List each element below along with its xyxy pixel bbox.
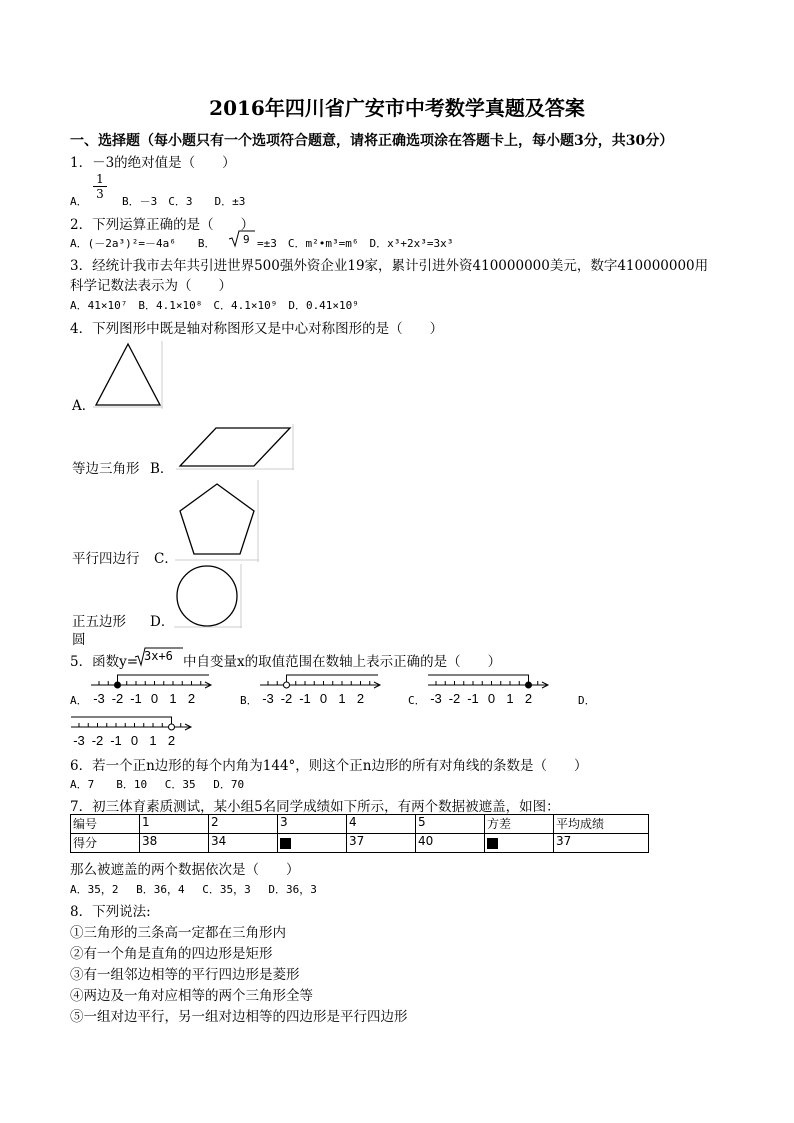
tick-label: -3: [262, 691, 274, 706]
q8-statement: ⑤一组对边平行，另一组对边相等的四边形是平行四边形: [70, 1009, 408, 1025]
q1-option-a: A．: [70, 195, 88, 208]
table-header-cell: 1: [140, 815, 209, 834]
q2-stem: 2．下列运算正确的是（ ）: [70, 217, 255, 233]
section-heading: 一、选择题（每小题只有一个选项符合题意，请将正确选项涂在答题卡上，每小题3分，共30分）: [70, 133, 674, 149]
tick-label: 1: [149, 733, 157, 748]
table-cell: 37: [554, 834, 649, 853]
q5-option-c-label: C．: [408, 694, 426, 707]
q2-options-rest: =±3 C．m²•m³=m⁶ D．x³+2x³=3x³: [257, 237, 454, 250]
tick-label: -3: [73, 733, 85, 748]
q8-statement: ③有一组邻边相等的平行四边形是菱形: [70, 967, 300, 983]
page-title: 2016年四川省广安市中考数学真题及答案: [209, 96, 585, 120]
tick-label: 1: [169, 691, 177, 706]
tick-label: -3: [430, 691, 442, 706]
tick-label: -2: [91, 733, 104, 748]
tick-label: 0: [150, 691, 159, 706]
q4-option-a-label: A．: [72, 398, 96, 414]
q2-sqrt-value: 9: [243, 233, 250, 246]
parallelogram-figure: [176, 424, 294, 470]
tick-label: -1: [299, 691, 311, 706]
number-line-c: [428, 672, 556, 706]
q1-frac-numerator: 1: [96, 172, 104, 186]
tick-label: 2: [167, 733, 176, 748]
table-header-cell: 方差: [485, 815, 554, 834]
table-cell-covered: [278, 834, 347, 853]
q2-option-a: A．(－2a³)²=－4a⁶ B．: [70, 237, 216, 250]
equilateral-triangle-figure: [93, 341, 163, 409]
q3-options: A．41×10⁷ B．4.1×10⁸ C．4.1×10⁹ D．0.41×10⁹: [70, 299, 359, 312]
q5-option-b-label: B．: [240, 694, 258, 707]
q8-stem: 8．下列说法:: [70, 904, 151, 920]
closed-endpoint: [115, 682, 121, 688]
table-cell: 34: [209, 834, 278, 853]
covered-value-block: [280, 838, 291, 849]
closed-endpoint: [526, 682, 532, 688]
score-table: [70, 814, 649, 853]
open-endpoint: [284, 682, 290, 688]
q4-option-c-name: 正五边形: [72, 614, 126, 630]
tick-label: -2: [280, 691, 293, 706]
q8-statement: ①三角形的三条高一定都在三角形内: [70, 925, 286, 941]
q4-option-d-label: D．: [150, 614, 175, 630]
q4-option-a-name: 等边三角形: [72, 461, 140, 477]
q4-option-d-name: 圆: [72, 632, 86, 648]
q4-option-b-name: 平行四边行: [72, 551, 140, 567]
q8-statement: ②有一个角是直角的四边形是矩形: [70, 946, 273, 962]
circle-figure: [174, 564, 242, 628]
table-cell-covered: [485, 834, 554, 853]
q1-fraction: [93, 172, 107, 201]
number-line-b: [260, 672, 388, 706]
q5-stem-prefix: 5．函数y=: [70, 654, 139, 670]
q3-stem-line2: 科学记数法表示为（ ）: [70, 278, 232, 294]
tick-label: 0: [487, 691, 496, 706]
table-cell: 38: [140, 834, 209, 853]
tick-label: 2: [524, 691, 533, 706]
q4-option-b-label: B．: [150, 461, 174, 477]
q2-sqrt-sign: [229, 230, 255, 248]
number-line-a: [91, 672, 219, 706]
q6-stem: 6．若一个正n边形的每个内角为144°，则这个正n边形的所有对角线的条数是（ ）: [70, 758, 588, 774]
tick-label: -1: [110, 733, 122, 748]
tick-label: -1: [130, 691, 142, 706]
q8-statement: ④两边及一角对应相等的两个三角形全等: [70, 988, 313, 1004]
score-table-header-row: [71, 815, 649, 834]
tick-label: -1: [467, 691, 479, 706]
tick-label: -3: [93, 691, 105, 706]
number-line-d: [71, 714, 199, 748]
table-header-cell: 3: [278, 815, 347, 834]
tick-label: 2: [187, 691, 196, 706]
table-header-cell: 平均成绩: [554, 815, 649, 834]
tick-label: 2: [356, 691, 365, 706]
q7-options: A．35，2 B．36，4 C．35，3 D．36，3: [70, 883, 317, 896]
q5-option-d-label: D．: [578, 694, 596, 707]
table-row-label: 得分: [71, 834, 140, 853]
q6-options: A．7 B．10 C．35 D．70: [70, 778, 245, 791]
table-header-cell: 编号: [71, 815, 140, 834]
table-header-cell: 5: [416, 815, 485, 834]
open-endpoint: [169, 724, 175, 730]
q1-stem: 1．－3的绝对值是（ ）: [70, 155, 236, 171]
q1-frac-denominator: 3: [93, 186, 107, 201]
q4-option-c-label: C．: [154, 551, 178, 567]
q4-stem: 4．下列图形中既是轴对称图形又是中心对称图形的是（ ）: [70, 321, 444, 337]
tick-label: 1: [338, 691, 346, 706]
tick-label: -2: [111, 691, 124, 706]
q5-stem-suffix: 中自变量x的取值范围在数轴上表示正确的是（ ）: [183, 654, 502, 670]
q3-stem-line1: 3．经统计我市去年共引进世界500强外资企业19家，累计引进外资410000000美元，数字410000000用: [70, 258, 709, 274]
solution-ray: [428, 675, 529, 685]
table-header-cell: 2: [209, 815, 278, 834]
q5-option-a-label: A．: [70, 694, 88, 707]
q1-options: B．－3 C．3 D．±3: [122, 195, 246, 208]
tick-label: 0: [319, 691, 328, 706]
covered-value-block: [487, 838, 498, 849]
table-cell: 37: [347, 834, 416, 853]
table-header-cell: 4: [347, 815, 416, 834]
regular-pentagon-figure: [175, 480, 259, 562]
tick-label: 1: [506, 691, 514, 706]
q7-question: 那么被遮盖的两个数据依次是（ ）: [70, 862, 300, 878]
tick-label: -2: [448, 691, 461, 706]
q5-sqrt-expr: 3x+6: [144, 649, 173, 663]
table-cell: 40: [416, 834, 485, 853]
solution-ray: [71, 717, 172, 727]
q7-stem: 7．初三体育素质测试，某小组5名同学成绩如下所示，有两个数据被遮盖，如图：: [70, 799, 560, 815]
score-table-data-row: [71, 834, 649, 853]
tick-label: 0: [130, 733, 139, 748]
